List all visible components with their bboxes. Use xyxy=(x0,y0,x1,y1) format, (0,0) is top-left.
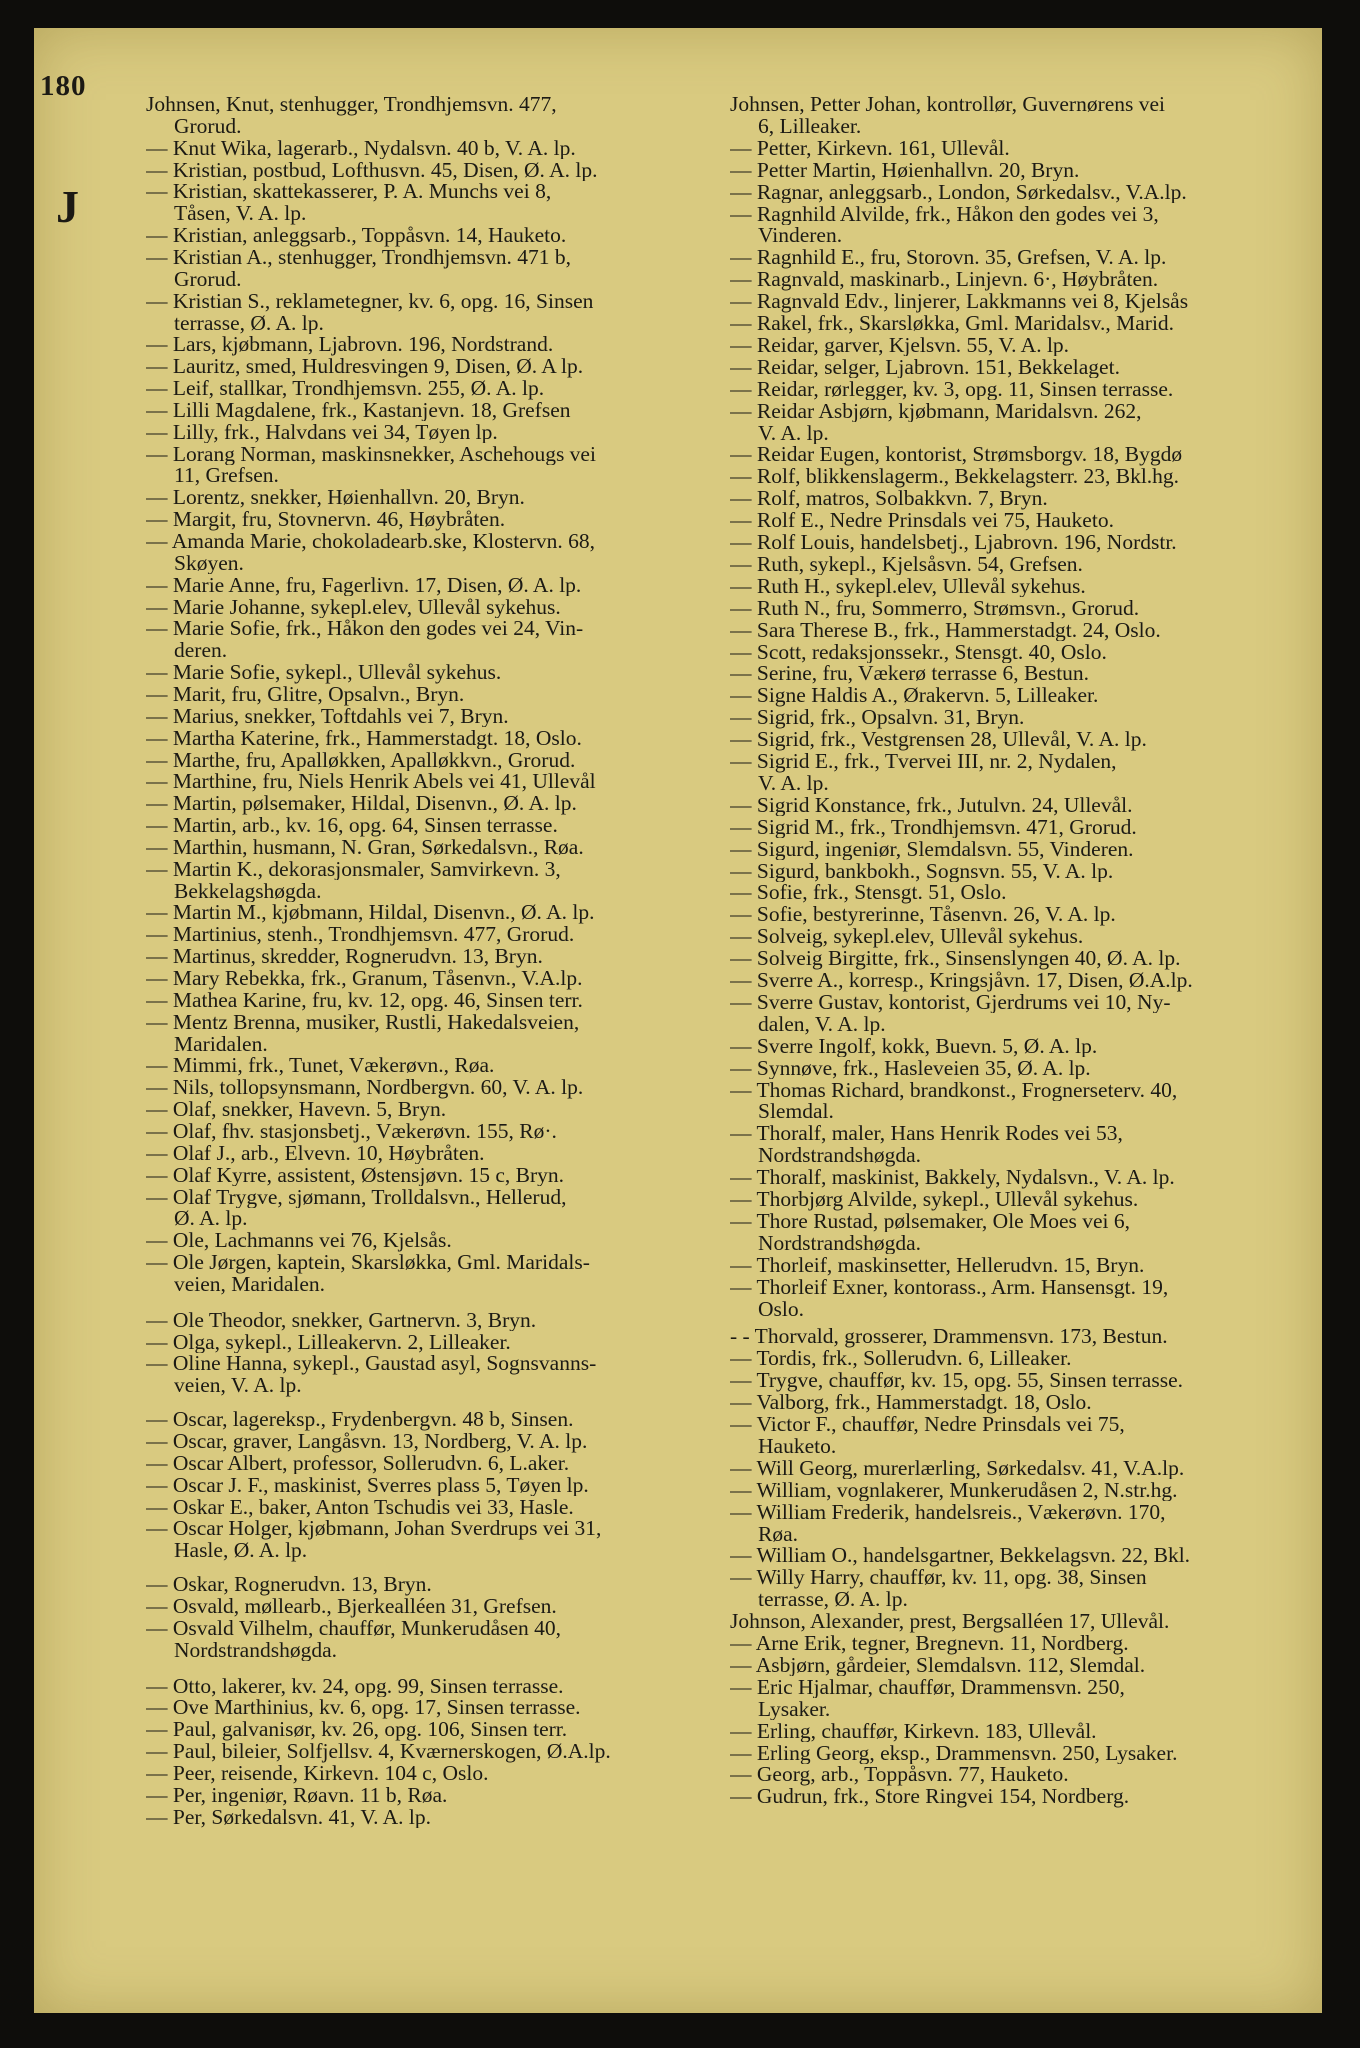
directory-entry-line: Maridalen. xyxy=(174,1033,268,1056)
directory-entry-line: — Sigrid E., frk., Tvervei III, nr. 2, Nydalen, xyxy=(730,751,1117,773)
directory-entry-line: — Rakel, frk., Skarsløkka, Gml. Maridalsv., Marid. xyxy=(730,313,1175,335)
directory-entry-line: — Sofie, frk., Stensgt. 51, Oslo. xyxy=(730,882,1007,904)
directory-entry-line: — Per, ingeniør, Røavn. 11 b, Røa. xyxy=(146,1784,448,1807)
directory-entry-line: — Oscar, graver, Langåsvn. 13, Nordberg, V. A. lp. xyxy=(146,1431,588,1453)
directory-entry-line: — Reidar, selger, Ljabrovn. 151, Bekkelaget. xyxy=(730,356,1120,379)
directory-entry-line: — Olaf, snekker, Havevn. 5, Bryn. xyxy=(146,1099,447,1121)
directory-entry-line: — Olaf, fhv. stasjonsbetj., Vækerøvn. 155, Rø·. xyxy=(146,1120,557,1143)
directory-entry-line: — Marie Sofie, frk., Håkon den godes vei 24, Vin- xyxy=(146,618,584,640)
directory-entry-line: — Petter Martin, Høienhallvn. 20, Bryn. xyxy=(730,159,1080,182)
directory-entry-line: — Rolf Louis, handelsbetj., Ljabrovn. 196, Nordstr. xyxy=(730,532,1177,554)
directory-entry-line: — Solveig, sykepl.elev, Ullevål sykehus. xyxy=(730,926,1084,948)
directory-entry-line: Ø. A. lp. xyxy=(174,1208,248,1230)
directory-entry-line: Vinderen. xyxy=(758,225,843,247)
directory-entry-line: — Marie Johanne, sykepl.elev, Ullevål sykehus. xyxy=(146,596,561,619)
directory-entry-line: — Martin, pølsemaker, Hildal, Disenvn., Ø. A. lp. xyxy=(146,793,577,815)
directory-entry-line: — Synnøve, frk., Hasleveien 35, Ø. A. lp. xyxy=(730,1057,1091,1080)
directory-entry-line: — Marthin, husmann, N. Gran, Sørkedalsvn., Røa. xyxy=(146,836,584,859)
directory-entry-line: deren. xyxy=(174,640,228,662)
directory-entry-line: — Olaf Trygve, sjømann, Trolldalsvn., Hellerud, xyxy=(146,1186,567,1209)
directory-entry-line: Hasle, Ø. A. lp. xyxy=(174,1540,308,1562)
directory-entry-line: Johnson, Alexander, prest, Bergsalléen 17, Ullevål. xyxy=(730,1611,1170,1633)
directory-entry-line: — Sverre Ingolf, kokk, Buevn. 5, Ø. A. lp. xyxy=(730,1035,1098,1058)
directory-entry-line: — Sigurd, ingeniør, Slemdalsvn. 55, Vinderen. xyxy=(730,838,1134,861)
directory-entry-line: — Martin K., dekorasjonsmaler, Samvirkevn. 3, xyxy=(146,858,561,881)
directory-entry-line: — Sverre Gustav, kontorist, Gjerdrums vei 10, Ny- xyxy=(730,991,1171,1014)
directory-entry-line: — Victor F., chauffør, Nedre Prinsdals vei 75, xyxy=(730,1414,1125,1436)
directory-entry-line: — Rolf, matros, Solbakkvn. 7, Bryn. xyxy=(730,488,1048,510)
directory-entry-line: — Reidar Eugen, kontorist, Strømsborgv. 18, Bygdø xyxy=(730,444,1183,466)
directory-entry-line: — Mimmi, frk., Tunet, Vækerøvn., Røa. xyxy=(146,1055,495,1077)
directory-entry-line: — Ole Theodor, snekker, Gartnervn. 3, Bryn. xyxy=(146,1309,537,1332)
directory-entry-line: — Asbjørn, gårdeier, Slemdalsvn. 112, Slemdal. xyxy=(730,1654,1146,1677)
directory-entry-line: — Erling Georg, eksp., Drammensvn. 250, Lysaker. xyxy=(730,1742,1178,1765)
directory-entry-line: — Oscar, lagereksp., Frydenbergvn. 48 b, Sinsen. xyxy=(146,1409,574,1431)
directory-entry-line: — Lauritz, smed, Huldresvingen 9, Disen, Ø. A lp. xyxy=(146,356,584,378)
directory-entry-line: — Tordis, frk., Sollerudvn. 6, Lilleaker. xyxy=(730,1348,1072,1370)
directory-entry-line: Slemdal. xyxy=(758,1101,834,1123)
directory-entry-line: — Margit, fru, Stovnervn. 46, Høybråten. xyxy=(146,509,506,531)
directory-entry-line: — Kristian S., reklametegner, kv. 6, opg. 16, Sinsen xyxy=(146,290,594,313)
directory-entry-line: Johnsen, Petter Johan, kontrollør, Guvernørens vei xyxy=(730,94,1166,116)
directory-entry-line: — Rolf E., Nedre Prinsdals vei 75, Hauketo. xyxy=(730,510,1114,532)
directory-entry-line: Nordstrandshøgda. xyxy=(174,1639,338,1662)
directory-entry-line: — Marius, snekker, Toftdahls vei 7, Bryn. xyxy=(146,705,509,728)
directory-entry-line: 6, Lilleaker. xyxy=(758,115,862,138)
directory-entry-line: terrasse, Ø. A. lp. xyxy=(758,1589,908,1611)
directory-entry-line: — Marie Anne, fru, Fagerlivn. 17, Disen, Ø. A. lp. xyxy=(146,574,582,597)
directory-entry-line: — Ole Jørgen, kaptein, Skarsløkka, Gml. Maridals- xyxy=(146,1252,590,1274)
directory-entry-line: — Mentz Brenna, musiker, Rustli, Hakedalsveien, xyxy=(146,1011,580,1034)
directory-entry-line: — Ragnvald Edv., linjerer, Lakkmanns vei 8, Kjelsås xyxy=(730,291,1189,313)
directory-entry-line: — Kristian A., stenhugger, Trondhjemsvn. 471 b, xyxy=(146,246,571,269)
directory-entry-line: — William O., handelsgartner, Bekkelagsvn. 22, Bkl. xyxy=(730,1545,1191,1567)
directory-entry-line: — Valborg, frk., Hammerstadgt. 18, Oslo. xyxy=(730,1392,1092,1414)
directory-entry-line: — Osvald, møllearb., Bjerkealléen 31, Grefsen. xyxy=(146,1595,557,1618)
directory-entry-line: — Reidar Asbjørn, kjøbmann, Maridalsvn. 262, xyxy=(730,400,1142,423)
directory-entry-line: — Olaf J., arb., Elvevn. 10, Høybråten. xyxy=(146,1142,485,1165)
directory-entry-line: — Marie Sofie, sykepl., Ullevål sykehus. xyxy=(146,662,502,684)
directory-entry-line: — Ragnar, anleggsarb., London, Sørkedalsv., V.A.lp. xyxy=(730,181,1187,204)
directory-entry-line: — Thorbjørg Alvilde, sykepl., Ullevål sykehus. xyxy=(730,1189,1139,1211)
directory-entry-line: — Sigrid, frk., Vestgrensen 28, Ullevål, V. A. lp. xyxy=(730,729,1147,751)
directory-entry-line: — Solveig Birgitte, frk., Sinsenslyngen 40, Ø. A. lp. xyxy=(730,948,1181,970)
directory-entry-line: — Mary Rebekka, frk., Granum, Tåsenvn., V.A.lp. xyxy=(146,968,583,990)
directory-entry-line: — Ove Marthinius, kv. 6, opg. 17, Sinsen terrasse. xyxy=(146,1697,581,1719)
directory-entry-line: V. A. lp. xyxy=(758,772,829,795)
directory-entry-line: — Sigrid Konstance, frk., Jutulvn. 24, Ullevål. xyxy=(730,794,1133,817)
directory-entry-line: — Oscar J. F., maskinist, Sverres plass 5, Tøyen lp. xyxy=(146,1474,589,1497)
directory-entry-line: — Sigurd, bankbokh., Sognsvn. 55, V. A. lp. xyxy=(730,860,1114,883)
directory-entry-line: — Trygve, chauffør, kv. 15, opg. 55, Sinsen terrasse. xyxy=(730,1370,1183,1392)
directory-entry-line: — Amanda Marie, chokoladearb.ske, Klostervn. 68, xyxy=(146,531,595,553)
directory-entry-line: — Kristian, skattekasserer, P. A. Munchs vei 8, xyxy=(146,181,552,203)
directory-entry-line: veien, Maridalen. xyxy=(174,1273,326,1296)
directory-entry-line: — Rolf, blikkenslagerm., Bekkelagsterr. 23, Bkl.hg. xyxy=(730,466,1180,488)
directory-entry-line: — Paul, galvanisør, kv. 26, opg. 106, Sinsen terr. xyxy=(146,1719,568,1741)
directory-entry-line: — Sofie, bestyrerinne, Tåsenvn. 26, V. A. lp. xyxy=(730,904,1116,926)
section-letter: J xyxy=(56,181,79,232)
directory-entry-line: — Sverre A., korresp., Kringsjåvn. 17, Disen, Ø.A.lp. xyxy=(730,970,1193,992)
directory-entry-line: — Kristian, anleggsarb., Toppåsvn. 14, Hauketo. xyxy=(146,225,567,247)
directory-entry-line: Nordstrandshøgda. xyxy=(758,1145,922,1167)
directory-entry-line: — Knut Wika, lagerarb., Nydalsvn. 40 b, V. A. lp. xyxy=(146,137,576,160)
directory-entry-line: — Martin, arb., kv. 16, opg. 64, Sinsen terrasse. xyxy=(146,815,558,837)
directory-entry-line: — Per, Sørkedalsvn. 41, V. A. lp. xyxy=(146,1806,432,1829)
page-number: 180 xyxy=(40,70,87,102)
directory-entry-line: — Oscar Holger, kjøbmann, Johan Sverdrups vei 31, xyxy=(146,1518,602,1540)
directory-entry-line: — Lilly, frk., Halvdans vei 34, Tøyen lp. xyxy=(146,421,498,444)
directory-entry-line: — Gudrun, frk., Store Ringvei 154, Nordberg. xyxy=(730,1786,1130,1808)
directory-entry-line: — Ruth N., fru, Sommerro, Strømsvn., Grorud. xyxy=(730,597,1140,620)
directory-entry-line: — Sigrid M., frk., Trondhjemsvn. 471, Grorud. xyxy=(730,816,1137,839)
directory-entry-line: — Thorleif, maskinsetter, Hellerudvn. 15, Bryn. xyxy=(730,1254,1145,1277)
directory-entry-line: — Reidar, rørlegger, kv. 3, opg. 11, Sinsen terrasse. xyxy=(730,378,1174,401)
directory-entry-line: — Serine, fru, Vækerø terrasse 6, Bestun. xyxy=(730,663,1090,685)
directory-entry-line: — Oskar, Rognerudvn. 13, Bryn. xyxy=(146,1574,432,1596)
directory-entry-line: terrasse, Ø. A. lp. xyxy=(174,312,324,335)
directory-entry-line: — Thorleif Exner, kontorass., Arm. Hansensgt. 19, xyxy=(730,1276,1169,1299)
directory-entry-line: veien, V. A. lp. xyxy=(174,1375,302,1397)
directory-entry-line: — Ole, Lachmanns vei 76, Kjelsås. xyxy=(146,1230,452,1252)
directory-entry-line: — Kristian, postbud, Lofthusvn. 45, Disen, Ø. A. lp. xyxy=(146,159,598,182)
directory-entry-line: — Martin M., kjøbmann, Hildal, Disenvn., Ø. A. lp. xyxy=(146,902,595,925)
directory-entry-line: Grorud. xyxy=(174,268,242,291)
directory-entry-line: — Oskar E., baker, Anton Tschudis vei 33, Hasle. xyxy=(146,1496,574,1519)
directory-entry-line: — Thoralf, maskinist, Bakkely, Nydalsvn., V. A. lp. xyxy=(730,1167,1175,1189)
directory-entry-line: Røa. xyxy=(758,1523,799,1546)
directory-entry-line: Johnsen, Knut, stenhugger, Trondhjemsvn. 477, xyxy=(146,94,557,116)
directory-entry-line: — William Frederik, handelsreis., Vækerøvn. 170, xyxy=(730,1501,1166,1524)
directory-entry-line: Skøyen. xyxy=(174,552,244,575)
directory-entry-line: — Martinus, skredder, Rognerudvn. 13, Bryn. xyxy=(146,946,543,968)
directory-entry-line: — Olaf Kyrre, assistent, Østensjøvn. 15 c, Bryn. xyxy=(146,1164,564,1187)
directory-entry-line: — Lorang Norman, maskinsnekker, Aschehougs vei xyxy=(146,443,596,466)
directory-entry-line: — Sara Therese B., frk., Hammerstadgt. 24, Oslo. xyxy=(730,619,1161,642)
directory-entry-line: - - Thorvald, grosserer, Drammensvn. 173, Bestun. xyxy=(730,1326,1168,1348)
directory-entry-line: Grorud. xyxy=(174,115,242,138)
directory-entry-line: — Nils, tollopsynsmann, Nordbergvn. 60, V. A. lp. xyxy=(146,1077,584,1099)
directory-entry-line: — Olga, sykepl., Lilleakervn. 2, Lilleaker. xyxy=(146,1331,511,1354)
directory-entry-line: Lysaker. xyxy=(758,1698,831,1721)
directory-entry-line: dalen, V. A. lp. xyxy=(758,1013,886,1036)
directory-entry-line: Bekkelagshøgda. xyxy=(174,880,322,903)
directory-entry-line: — Oline Hanna, sykepl., Gaustad asyl, Sognsvanns- xyxy=(146,1353,597,1376)
directory-entry-line: — Otto, lakerer, kv. 24, opg. 99, Sinsen terrasse. xyxy=(146,1675,564,1698)
directory-entry-line: — Lorentz, snekker, Høienhallvn. 20, Bryn. xyxy=(146,487,525,509)
directory-entry-line: — Erling, chauffør, Kirkevn. 183, Ullevål. xyxy=(730,1720,1097,1743)
directory-entry-line: — Signe Haldis A., Ørakervn. 5, Lilleaker. xyxy=(730,685,1099,707)
directory-entry-line: — Martha Katerine, frk., Hammerstadgt. 18, Oslo. xyxy=(146,727,582,750)
directory-entry-line: Oslo. xyxy=(758,1298,804,1321)
directory-entry-line: — Thomas Richard, brandkonst., Frognerseterv. 40, xyxy=(730,1079,1178,1102)
directory-entry-line: — Marthine, fru, Niels Henrik Abels vei 41, Ullevål xyxy=(146,771,596,793)
directory-entry-line: — Georg, arb., Toppåsvn. 77, Hauketo. xyxy=(730,1764,1069,1786)
directory-entry-line: — Ragnvald, maskinarb., Linjevn. 6·, Høybråten. xyxy=(730,269,1159,291)
directory-entry-line: — Marit, fru, Glitre, Opsalvn., Bryn. xyxy=(146,683,465,706)
directory-entry-line: 11, Grefsen. xyxy=(174,465,279,488)
directory-entry-line: — Osvald Vilhelm, chauffør, Munkerudåsen 40, xyxy=(146,1617,562,1640)
directory-entry-line: — Paul, bileier, Solfjellsv. 4, Kværnerskogen, Ø.A.lp. xyxy=(146,1741,611,1763)
directory-entry-line: V. A. lp. xyxy=(758,422,829,445)
directory-entry-line: Nordstrandshøgda. xyxy=(758,1232,922,1255)
directory-entry-line: Hauketo. xyxy=(758,1435,837,1458)
directory-entry-line: — Willy Harry, chauffør, kv. 11, opg. 38, Sinsen xyxy=(730,1567,1147,1589)
directory-entry-line: — Lilli Magdalene, frk., Kastanjevn. 18, Grefsen xyxy=(146,399,571,422)
directory-entry-line: — Ruth, sykepl., Kjelsåsvn. 54, Grefsen. xyxy=(730,553,1083,576)
directory-entry-line: — Martinius, stenh., Trondhjemsvn. 477, Grorud. xyxy=(146,924,575,946)
directory-entry-line: — Thoralf, maler, Hans Henrik Rodes vei 53, xyxy=(730,1123,1123,1145)
directory-entry-line: — Ruth H., sykepl.elev, Ullevål sykehus. xyxy=(730,575,1086,598)
directory-entry-line: — Sigrid, frk., Opsalvn. 31, Bryn. xyxy=(730,707,1025,729)
directory-entry-line: — Oscar Albert, professor, Sollerudvn. 6, L.aker. xyxy=(146,1452,570,1475)
directory-entry-line: — Ragnhild Alvilde, frk., Håkon den godes vei 3, xyxy=(730,203,1159,226)
directory-entry-line: — Thore Rustad, pølsemaker, Ole Moes vei 6, xyxy=(730,1210,1130,1233)
directory-entry-line: — Arne Erik, tegner, Bregnevn. 11, Nordberg. xyxy=(730,1633,1129,1655)
directory-entry-line: — Eric Hjalmar, chauffør, Drammensvn. 250, xyxy=(730,1676,1125,1699)
directory-entry-line: — Will Georg, murerlærling, Sørkedalsv. 41, V.A.lp. xyxy=(730,1457,1185,1480)
directory-entry-line: — Lars, kjøbmann, Ljabrovn. 196, Nordstrand. xyxy=(146,334,554,356)
directory-entry-line: — William, vognlakerer, Munkerudåsen 2, N.str.hg. xyxy=(730,1479,1178,1502)
directory-entry-line: — Leif, stallkar, Trondhjemsvn. 255, Ø. A. lp. xyxy=(146,378,545,400)
directory-entry-line: Tåsen, V. A. lp. xyxy=(174,203,307,225)
directory-entry-line: — Reidar, garver, Kjelsvn. 55, V. A. lp. xyxy=(730,334,1070,357)
directory-entry-line: — Peer, reisende, Kirkevn. 104 c, Oslo. xyxy=(146,1762,489,1785)
directory-entry-line: — Marthe, fru, Apalløkken, Apalløkkvn., Grorud. xyxy=(146,749,576,772)
directory-entry-line: — Mathea Karine, fru, kv. 12, opg. 46, Sinsen terr. xyxy=(146,989,583,1012)
directory-entry-line: — Scott, redaksjonssekr., Stensgt. 40, Oslo. xyxy=(730,641,1107,664)
directory-entry-line: — Petter, Kirkevn. 161, Ullevål. xyxy=(730,137,1010,160)
directory-entry-line: — Ragnhild E., fru, Storovn. 35, Grefsen, V. A. lp. xyxy=(730,247,1167,269)
